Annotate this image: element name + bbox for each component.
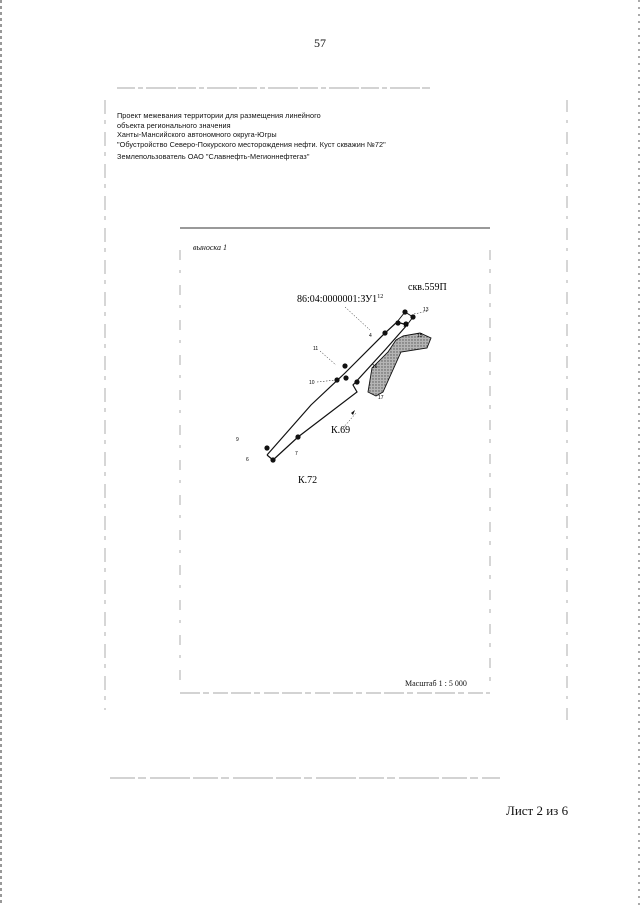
- arrowhead: [351, 410, 355, 415]
- point-label: 6: [246, 457, 249, 463]
- header-line: Проект межевания территории для размещения линейного: [117, 111, 321, 120]
- point-label: 9: [236, 437, 239, 443]
- map-scale: Масштаб 1 : 5 000: [405, 679, 467, 688]
- parcel-boundary: [267, 312, 413, 460]
- point-label: 11: [313, 346, 319, 352]
- page-number: 57: [314, 36, 326, 50]
- pad-label-72: К.72: [298, 475, 318, 486]
- header-line-owner: Землепользователь ОАО "Славнефть-Мегионнефтегаз": [117, 152, 310, 162]
- well-label: скв.559П: [408, 282, 447, 293]
- pad-label-69: К.69: [331, 425, 351, 436]
- callout-title: выноска 1: [193, 243, 227, 252]
- point-label: 4: [369, 333, 372, 339]
- point-label: 7: [295, 451, 298, 457]
- point-label: 14: [403, 323, 409, 329]
- parcel-label: $86:04:0000001:ЗУ1^{12}$: [297, 294, 384, 305]
- vertex-markers: [264, 309, 415, 462]
- header-line: "Обустройство Северо-Покурского месторождения нефти. Куст скважин №72": [117, 139, 386, 149]
- point-label: 13: [423, 307, 429, 313]
- point-label: 16: [372, 364, 378, 370]
- point-label: 17: [378, 395, 384, 401]
- header-line: объекта регионального значения: [117, 120, 231, 130]
- point-label: 15: [417, 333, 423, 339]
- sheet-number: Лист 2 из 6: [506, 803, 569, 818]
- header-line: Ханты-Мансийского автономного округа-Югры: [117, 130, 277, 140]
- point-label: 10: [309, 380, 315, 386]
